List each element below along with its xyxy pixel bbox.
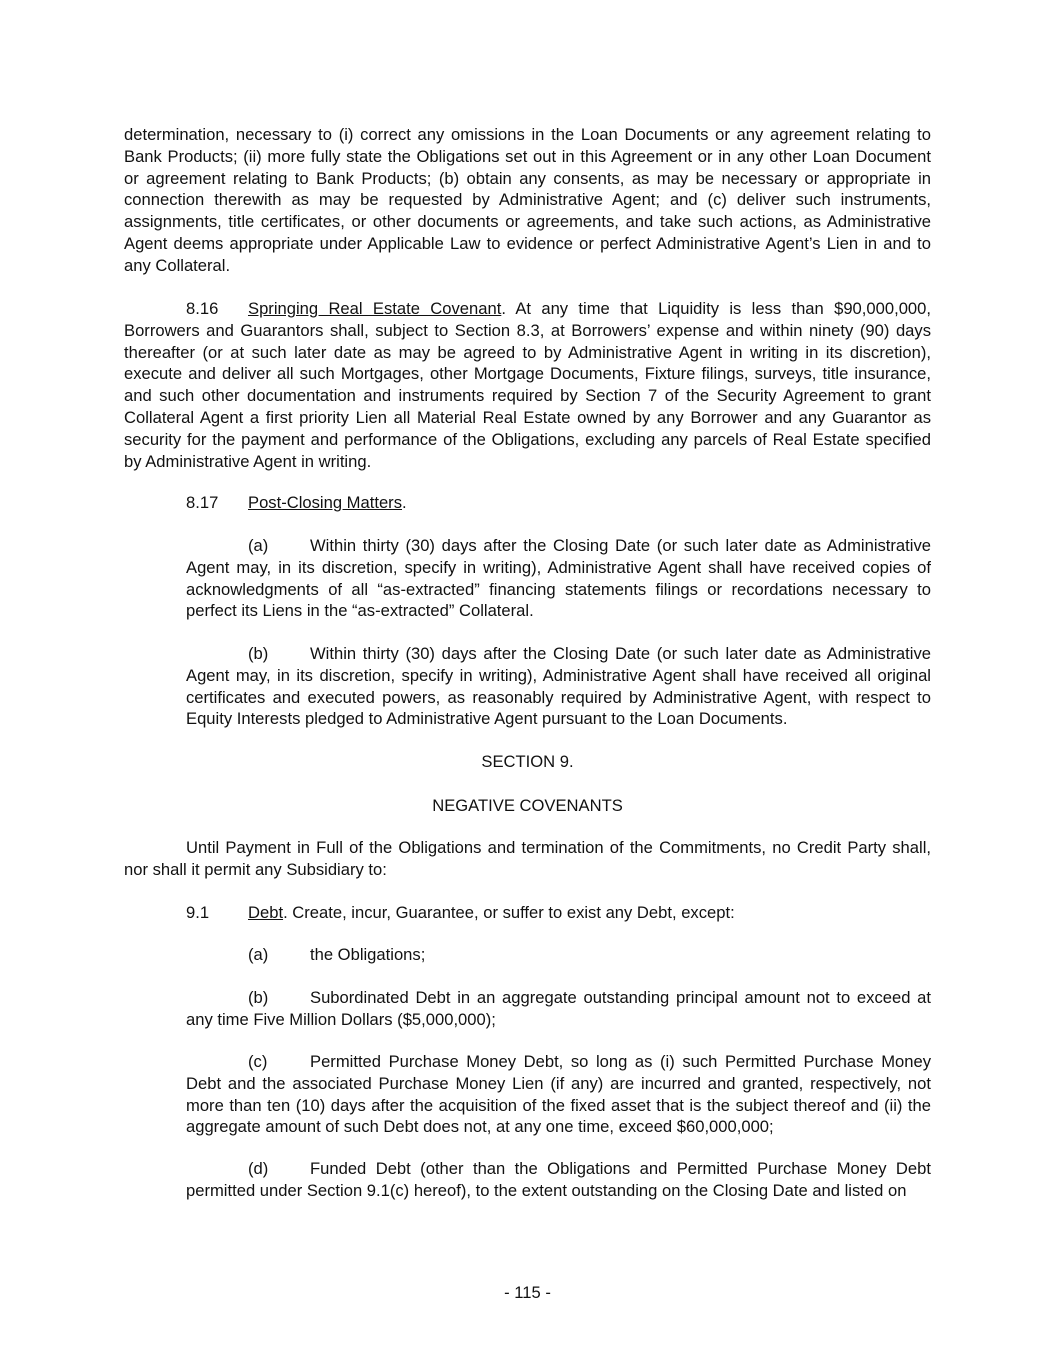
- clause-label: (b): [248, 988, 269, 1007]
- clause-9-1-d: [186, 1158, 931, 1202]
- section-trail: .: [402, 493, 407, 512]
- section-title-negative-covenants: NEGATIVE COVENANTS: [432, 796, 623, 815]
- clause-text: Within thirty (30) days after the Closing Date (or such later date as Administrative Agent may, in its discretion, specify in writing), Administrative Agent shall have received copies of acknowledgments of all “as-extracted” financing statements filings or recordations necessary to perfect its Liens in the “as-extracted” Collateral.: [186, 536, 931, 621]
- clause-text: Funded Debt (other than the Obligations and Permitted Purchase Money Debt permitted under Section 9.1(c) hereof), to the extent outstanding on the Closing Date and listed on: [186, 1159, 931, 1200]
- paragraph-intro: determination, necessary to (i) correct any omissions in the Loan Documents or any agreement relating to Bank Products; (ii) more fully state the Obligations set out in this Agreement or in any other Loan Document or agreement relating to Bank Products; (b) obtain any consents, as may be necessary or appropriate in connection therewith as may be requested by Administrative Agent; and (c) deliver such instruments, assignments, title certificates, or other documents or agreements, and take such actions, as Administrative Agent deems appropriate under Applicable Law to evidence or perfect Administrative Agent’s Lien in and to any Collateral.: [124, 125, 931, 275]
- clause-label: (b): [248, 644, 269, 663]
- clause-text: Within thirty (30) days after the Closing Date (or such later date as Administrative Agent may, in its discretion, specify in writing), Administrative Agent shall have received all original certificates and executed powers, as reasonably required by Administrative Agent, with respect to Equity Interests pledged to Administrative Agent pursuant to the Loan Documents.: [186, 644, 931, 729]
- clause-9-1-b: [186, 987, 931, 1031]
- clause-text: Permitted Purchase Money Debt, so long as (i) such Permitted Purchase Money Debt and the associated Purchase Money Lien (if any) are incurred and granted, respectively, not more than ten (10) days after the acquisition of the fixed asset that is the subject thereof and (ii) the aggregate amount of such Debt does not, at any one time, exceed $60,000,000;: [186, 1052, 931, 1137]
- paragraph-until: Until Payment in Full of the Obligations and termination of the Commitments, no Credit Party shall, nor shall it permit any Subsidiary to:: [124, 838, 931, 879]
- section-body: . Create, incur, Guarantee, or suffer to exist any Debt, except:: [283, 903, 735, 922]
- clause-text: the Obligations;: [310, 945, 426, 964]
- clause-label: (c): [248, 1052, 268, 1071]
- clause-label: (a): [248, 536, 269, 555]
- section-number: 9.1: [186, 903, 210, 922]
- section-8-17: [124, 492, 931, 514]
- section-9-1: [124, 902, 931, 924]
- page-number: - 115 -: [504, 1283, 551, 1302]
- section-title: Springing Real Estate Covenant: [248, 299, 502, 318]
- section-number: 8.16: [186, 299, 219, 318]
- clause-8-17-a: [186, 535, 931, 622]
- section-title: Debt: [248, 903, 284, 922]
- section-8-16: [124, 298, 931, 472]
- clause-9-1-c: [186, 1051, 931, 1138]
- clause-8-17-b: [186, 643, 931, 730]
- clause-9-1-a: [186, 944, 931, 966]
- clause-label: (a): [248, 945, 269, 964]
- clause-text: Subordinated Debt in an aggregate outstanding principal amount not to exceed at any time Five Million Dollars ($5,000,000);: [186, 988, 931, 1029]
- section-heading: SECTION 9.: [481, 752, 574, 771]
- clause-label: (d): [248, 1159, 269, 1178]
- section-title: Post-Closing Matters: [248, 493, 403, 512]
- section-number: 8.17: [186, 493, 219, 512]
- section-body: . At any time that Liquidity is less than $90,000,000, Borrowers and Guarantors shall, subject to Section 8.3, at Borrowers’ expense and within ninety (90) days thereafter (or at such later date as may be agreed to by Administrative Agent in writing in its discretion), execute and deliver all such Mortgages, other Mortgage Documents, Fixture filings, surveys, title insurance, and such other documentation and instruments required by Section 7 of the Security Agreement to grant Collateral Agent a first priority Lien all Material Real Estate owned by any Borrower and any Guarantor as security for the payment and performance of the Obligations, excluding any parcels of Real Estate specified by Administrative Agent in writing.: [124, 299, 931, 471]
